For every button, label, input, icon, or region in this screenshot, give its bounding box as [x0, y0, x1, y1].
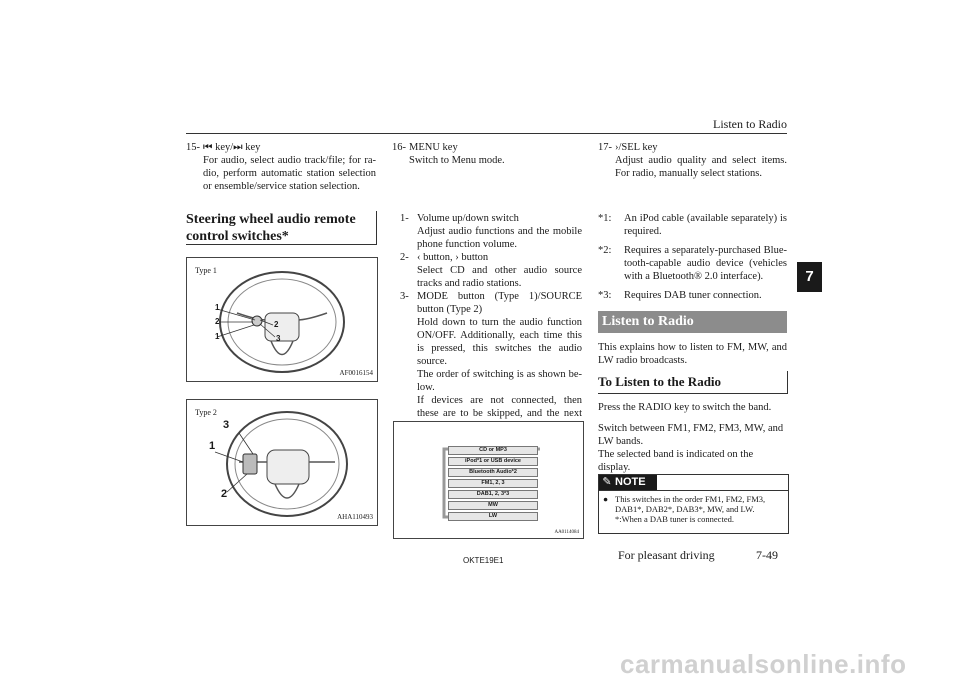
- running-header: Listen to Radio: [713, 117, 787, 131]
- chevron-right-icon: ›: [615, 142, 619, 153]
- item-desc: Switch to Menu mode.: [409, 155, 505, 166]
- item-number: 17-: [598, 142, 612, 153]
- item-16: [392, 141, 582, 167]
- callout-2: 2: [221, 488, 228, 500]
- callout-1: 1: [215, 332, 220, 341]
- figure-type-label: Type 2: [195, 408, 217, 417]
- switch-list: [400, 212, 582, 433]
- item-number: 1-: [400, 213, 409, 224]
- top-rule: [186, 133, 787, 134]
- mode-row: iPod*1 or USB device: [448, 457, 538, 466]
- note-label: NOTE: [615, 476, 646, 488]
- figure-code: AHA110493: [337, 513, 373, 521]
- figure-type-label: Type 1: [195, 266, 217, 275]
- next-track-icon: ⏭: [233, 142, 243, 153]
- footnote-text: An iPod cable (available separately) is required.: [624, 213, 787, 237]
- mode-row: DAB1, 2, 3*3: [448, 490, 538, 499]
- item-title: Volume up/down switch: [417, 213, 519, 224]
- note-footnote: *:When a DAB tuner is connected.: [615, 514, 734, 524]
- pencil-icon: ✎: [602, 476, 612, 488]
- item-title: button: [461, 252, 489, 263]
- key-label: key/: [215, 142, 234, 153]
- footnotes: [598, 212, 787, 302]
- item-title: /SEL key: [618, 142, 658, 153]
- radio-intro: This explains how to listen to FM, MW, and LW radio broadcasts.: [598, 342, 787, 366]
- item-title: MODE button (Type 1)/SOURCE button (Type 2): [417, 291, 582, 315]
- item-desc: The order of switching is as shown be-low.: [417, 369, 582, 393]
- figure-code: AF0016154: [339, 369, 373, 377]
- item-desc: Hold down to turn the audio function ON/OFF. Additionally, each time this is pressed, this switches the audio source.: [417, 317, 582, 367]
- figure-type2: [186, 399, 378, 526]
- item-17: [598, 141, 787, 180]
- step-text: The selected band is indicated on the display.: [598, 449, 754, 473]
- note-header: [599, 475, 788, 491]
- page-number: 7-49: [756, 548, 778, 562]
- item-desc: Adjust audio functions and the mobile phone function volume.: [417, 226, 582, 250]
- step-text: Press the RADIO key to switch the band.: [598, 402, 772, 413]
- item-title: button,: [423, 252, 453, 263]
- footnote-mark: *3:: [598, 290, 612, 301]
- footnote-mark: *2:: [598, 245, 612, 256]
- item-desc: For audio, select audio track/file; for ra-dio, perform automatic station selection or ensemble/service station selection.: [203, 155, 376, 192]
- callout-3: 3: [276, 334, 281, 343]
- figure-type1: [186, 257, 378, 382]
- item-desc: Adjust audio quality and select items. For radio, manually select stations.: [615, 155, 787, 179]
- item-desc: If devices are not connected, then these are to be skipped, and the next: [417, 395, 582, 419]
- section-heading-radio: Listen to Radio: [598, 311, 787, 333]
- callout-3: 3: [223, 419, 230, 431]
- note-tag: [599, 475, 657, 490]
- radio-steps: [598, 401, 787, 474]
- footnote-text: Requires DAB tuner connection.: [624, 290, 762, 301]
- item-desc: Select CD and other audio source tracks and radio stations.: [417, 265, 582, 289]
- callout-2: 2: [274, 320, 279, 329]
- figure-code: AA0114084: [554, 530, 579, 535]
- bullet-icon: ●: [603, 494, 609, 504]
- mode-row: MW: [448, 501, 538, 510]
- item-number: 3-: [400, 291, 409, 302]
- subsection-heading: To Listen to the Radio: [598, 371, 788, 394]
- section-heading: Steering wheel audio remote control switches*: [186, 211, 377, 245]
- watermark: carmanualsonline.info: [620, 649, 907, 679]
- footnote-mark: *1:: [598, 213, 612, 224]
- doc-code: OKTE19E1: [463, 556, 504, 565]
- callout-1: 1: [209, 440, 216, 452]
- footnote-text: Requires a separately-purchased Blue-tooth-capable audio device (vehicles with a Bluetooth® 2.0 interface).: [624, 245, 787, 282]
- mode-row: Bluetooth Audio*2: [448, 468, 538, 477]
- mode-order-diagram: [393, 421, 584, 539]
- callout-2: 2: [215, 317, 220, 326]
- callout-1: 1: [215, 303, 220, 312]
- chevron-right-icon: ›: [455, 252, 459, 263]
- steering-wheel-type2-illustration: [187, 400, 377, 525]
- mode-row: LW: [448, 512, 538, 521]
- mode-row: CD or MP3: [448, 446, 538, 455]
- chapter-tab: 7: [797, 262, 822, 292]
- item-title: MENU key: [409, 142, 458, 153]
- note-text: This switches in the order FM1, FM2, FM3, DAB1*, DAB2*, DAB3*, MW, and LW.: [615, 494, 766, 514]
- note-bullet: [603, 494, 784, 524]
- key-suffix: key: [245, 142, 261, 153]
- item-number: 15-: [186, 142, 200, 153]
- chevron-left-icon: ‹: [417, 252, 421, 263]
- note-box: [598, 474, 789, 534]
- item-number: 16-: [392, 142, 406, 153]
- step-text: Switch between FM1, FM2, FM3, MW, and LW bands.: [598, 423, 784, 447]
- item-number: 2-: [400, 252, 409, 263]
- mode-row: FM1, 2, 3: [448, 479, 538, 488]
- item-15: [186, 141, 376, 193]
- prev-track-icon: ⏮: [203, 142, 213, 153]
- footer-section: For pleasant driving: [618, 548, 715, 562]
